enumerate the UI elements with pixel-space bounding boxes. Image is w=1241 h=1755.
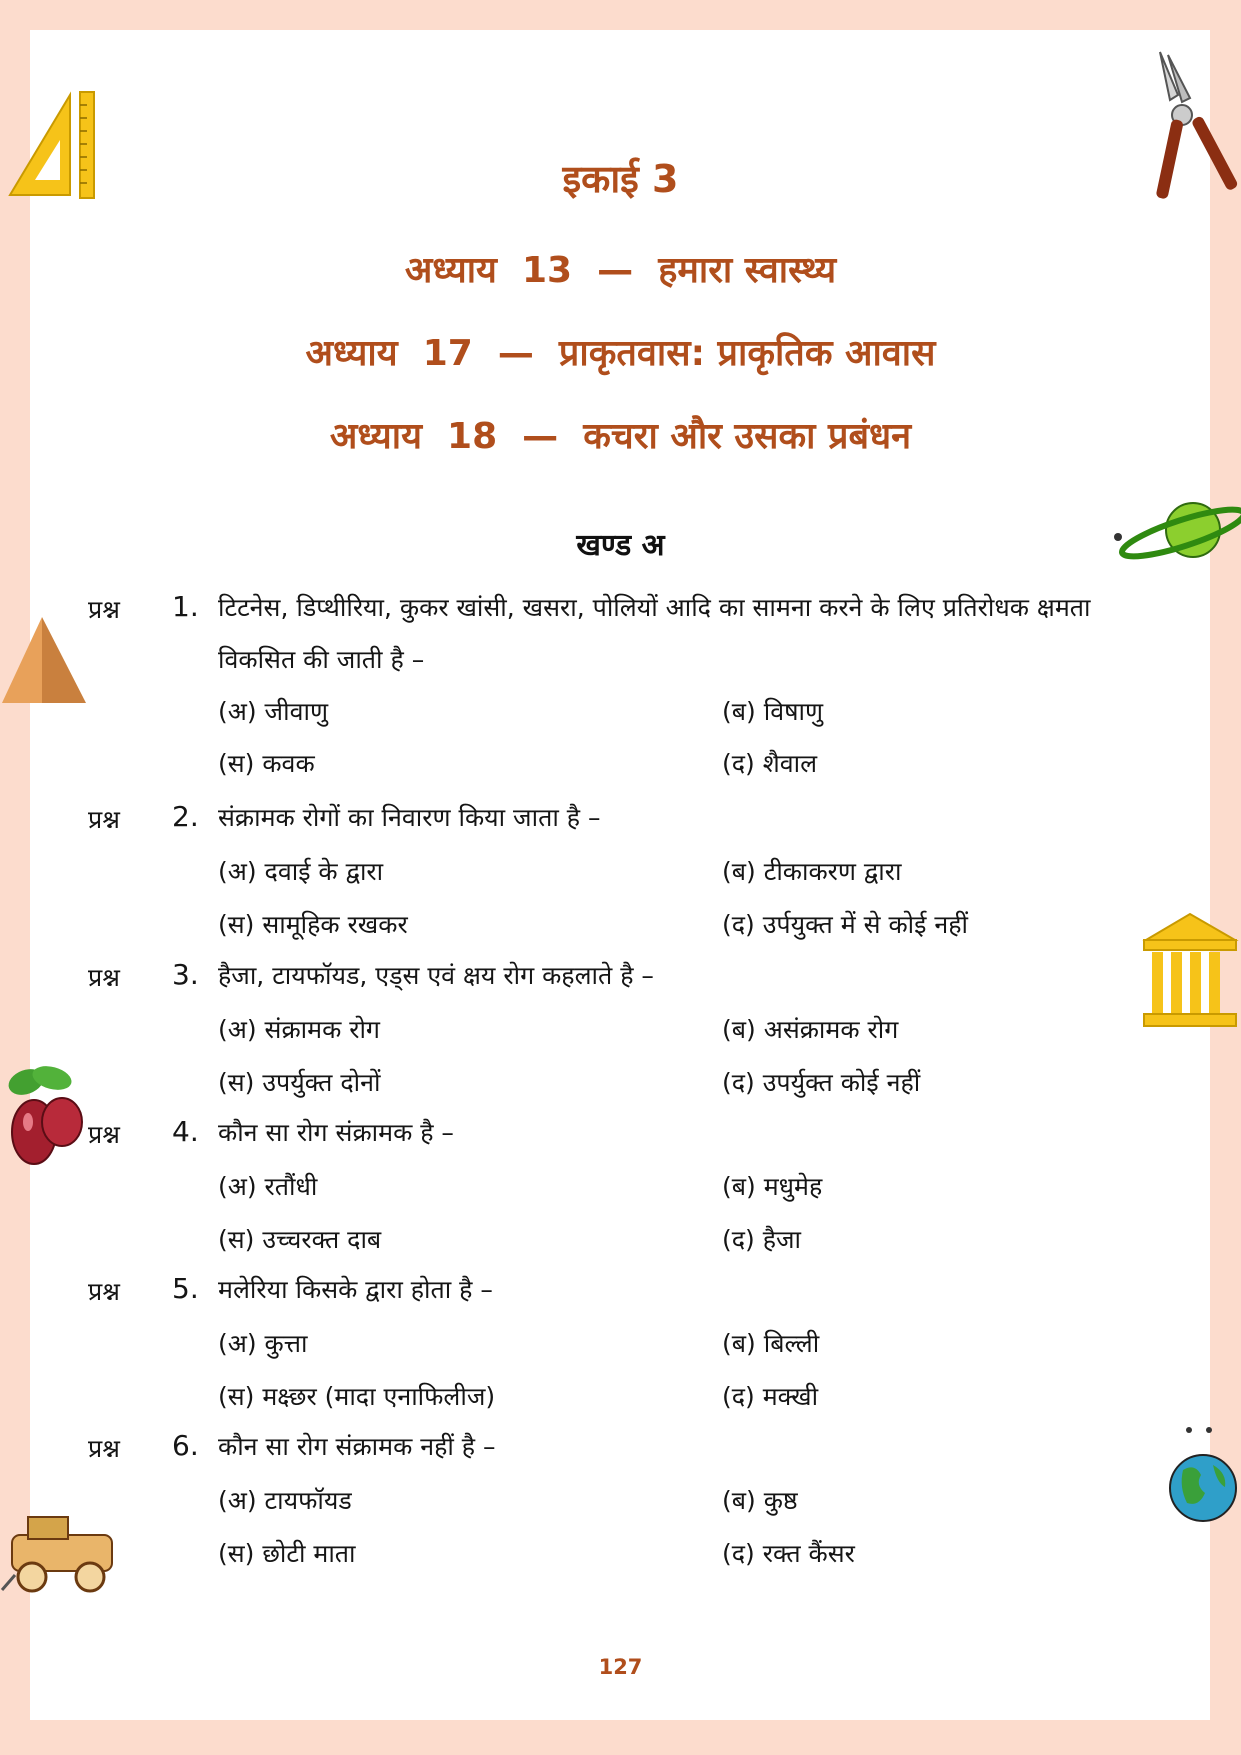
question-label: प्रश्न (88, 963, 120, 992)
question-label: प्रश्न (88, 595, 120, 624)
pillar-icon (1140, 910, 1241, 1030)
option-b: (ब) कुष्ठ (722, 1486, 798, 1515)
question-text: टिटनेस, डिप्थीरिया, कुकर खांसी, खसरा, पोलियों आदि का सामना करने के लिए प्रतिरोधक क्षमता विकसित की जाती है – (218, 593, 1091, 674)
option-a: (अ) टायफॉयड (218, 1486, 352, 1515)
option-a: (अ) संक्रामक रोग (218, 1015, 381, 1044)
option-d: (द) मक्खी (722, 1382, 819, 1411)
option-d: (द) शैवाल (722, 749, 818, 778)
globe-icon (1165, 1425, 1241, 1530)
option-a: (अ) कुत्ता (218, 1329, 308, 1358)
question-number: 2. (172, 800, 199, 833)
pyramid-icon (0, 615, 88, 707)
question-label: प्रश्न (88, 1277, 120, 1306)
question-number: 5. (172, 1272, 199, 1305)
option-a: (अ) दवाई के द्वारा (218, 857, 384, 886)
question-label: प्रश्न (88, 1120, 120, 1149)
option-d: (द) उर्पयुक्त में से कोई नहीं (722, 910, 968, 939)
option-a: (अ) रतौंधी (218, 1172, 318, 1201)
option-c: (स) छोटी माता (218, 1539, 356, 1568)
page-number: 127 (598, 1655, 643, 1679)
option-c: (स) सामूहिक रखकर (218, 910, 408, 939)
option-b: (ब) टीकाकरण द्वारा (722, 857, 902, 886)
chapter-18-title: अध्याय 18 — कचरा और उसका प्रबंधन (329, 416, 912, 457)
chapter-13-title: अध्याय 13 — हमारा स्वास्थ्य (404, 250, 837, 291)
section-title: खण्ड अ (576, 528, 665, 563)
unit-title: इकाई 3 (562, 157, 679, 201)
question-label: प्रश्न (88, 805, 120, 834)
cart-icon (0, 1505, 125, 1597)
question-text: हैजा, टायफॉयड, एड्स एवं क्षय रोग कहलाते है – (218, 961, 654, 990)
question-number: 1. (172, 590, 199, 623)
beans-icon (4, 1060, 88, 1168)
question-number: 4. (172, 1115, 199, 1148)
option-a: (अ) जीवाणु (218, 697, 329, 726)
question-text: कौन सा रोग संक्रामक नहीं है – (218, 1432, 496, 1461)
option-c: (स) मक्ष्छर (मादा एनाफिलीज) (218, 1382, 496, 1411)
option-c: (स) कवक (218, 749, 315, 778)
option-b: (ब) असंक्रामक रोग (722, 1015, 899, 1044)
option-b: (ब) बिल्ली (722, 1329, 820, 1358)
question-text: मलेरिया किसके द्वारा होता है – (218, 1275, 493, 1304)
option-b: (ब) मधुमेह (722, 1172, 823, 1201)
question-label: प्रश्न (88, 1434, 120, 1463)
option-d: (द) हैजा (722, 1225, 802, 1254)
question-text: संक्रामक रोगों का निवारण किया जाता है – (218, 803, 601, 832)
chapter-17-title: अध्याय 17 — प्राकृतवास: प्राकृतिक आवास (305, 333, 936, 374)
question-number: 3. (172, 958, 199, 991)
option-c: (स) उच्चरक्त दाब (218, 1225, 382, 1254)
question-number: 6. (172, 1429, 199, 1462)
option-c: (स) उपर्युक्त दोनों (218, 1068, 381, 1097)
option-d: (द) उपर्युक्त कोई नहीं (722, 1068, 921, 1097)
question-text: कौन सा रोग संक्रामक है – (218, 1118, 454, 1147)
option-b: (ब) विषाणु (722, 697, 824, 726)
option-d: (द) रक्त कैंसर (722, 1539, 855, 1568)
